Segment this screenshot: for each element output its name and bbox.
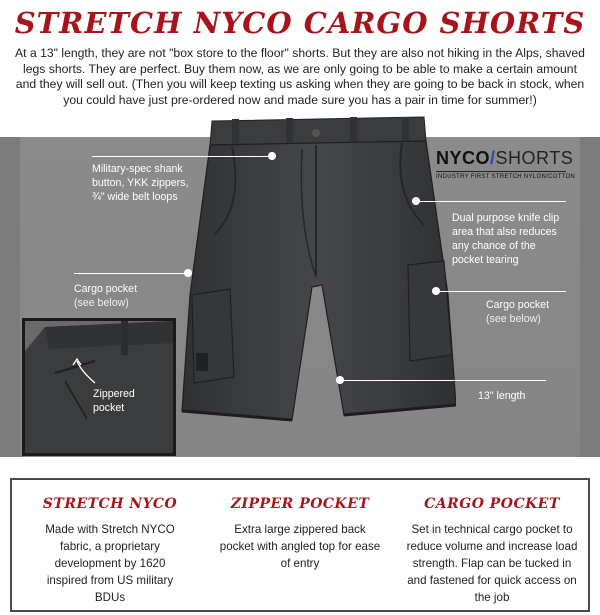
feature-cargo-pocket-title: CARGO POCKET [424,496,560,512]
callout-button-line1: Military-spec shank [92,163,183,175]
logo-tagline: INDUSTRY FIRST STRETCH NYLON/COTTON [436,171,566,180]
callout-knife-dot [412,197,420,205]
callout-knife-leader [416,201,566,202]
logo-shorts: SHORTS [495,148,574,168]
feature-stretch-nyco [20,496,200,606]
callout-cargo-left-dot [184,269,192,277]
callout-button [92,162,188,204]
callout-knife-line3: any chance of the [452,240,536,252]
callout-zippered-line1: Zippered [93,388,135,400]
callout-button-dot [268,152,276,160]
zippered-pocket-inset [22,318,176,456]
feature-stretch-nyco-text: Made with Stretch NYCO fabric, a proprietary development by 1620 inspired from US military BDUs [45,523,175,604]
callout-cargo-right-leader [436,291,566,292]
callout-length [478,389,525,403]
callout-cargo-right-label: Cargo pocket [486,299,550,311]
nyco-shorts-logo [436,148,576,180]
callout-cargo-left-leader [74,273,190,274]
callout-length-leader [340,380,546,381]
callout-cargo-left-label: Cargo pocket [74,283,138,295]
callout-button-leader [92,156,272,157]
callout-zippered-arrow [25,321,173,453]
feature-cargo-pocket [402,496,582,606]
shorts-image [174,115,456,450]
feature-zipper-pocket-title: ZIPPER POCKET [230,496,370,512]
intro-paragraph: At a 13" length, they are not "box store to the floor" shorts. But they are also not hiking in the Alps, shaved legs shorts. They are perfect. Buy them now, as we are only going to be able to make a certain amount and they will sell out. (Then you will keep texting us asking when they are going to be back in stock, when you could have just pre-ordered now and made sure you has a pair in time for summer!) [15,46,585,107]
callout-knife-line2: area that also reduces [452,226,557,238]
callout-cargo-right-sub: (see below) [486,313,541,325]
logo-slash: / [490,148,496,168]
callout-knife-clip [452,211,559,267]
feature-zipper-pocket-text: Extra large zippered back pocket with angled top for ease of entry [219,523,381,570]
callout-length-label: 13" length [478,390,526,402]
callout-cargo-right-dot [432,287,440,295]
callout-cargo-left [74,282,137,310]
callout-button-line3: ¾" wide belt loops [92,191,178,203]
feature-zipper-pocket [210,496,390,572]
callout-cargo-left-sub: (see below) [74,297,129,309]
callout-cargo-right [486,298,549,326]
callout-zippered-line2: pocket [93,402,125,414]
callout-length-dot [336,376,344,384]
feature-cargo-pocket-text: Set in technical cargo pocket to reduce volume and increase load strength. Flap can be tucked in and fastened for quick access on the job [406,523,578,604]
callout-button-line2: button, YKK zippers, [92,177,189,189]
callout-knife-line1: Dual purpose knife clip [452,212,560,224]
feature-stretch-nyco-title: STRETCH NYCO [42,496,178,512]
page-title: STRETCH NYCO CARGO SHORTS [14,6,586,40]
logo-nyco: NYCO [436,148,491,168]
features-box [10,478,590,612]
callout-knife-line4: pocket tearing [452,254,519,266]
